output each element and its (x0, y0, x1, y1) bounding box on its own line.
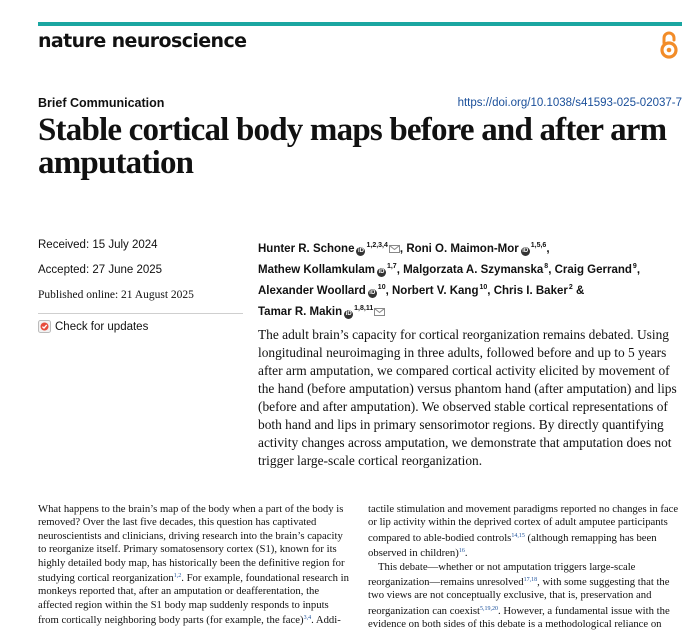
affiliation-sup[interactable]: 9 (632, 263, 637, 270)
author-separator: , (546, 243, 550, 255)
doi-link[interactable]: https://doi.org/10.1038/s41593-025-02037-7 (457, 97, 682, 109)
check-for-updates-label: Check for updates (55, 320, 149, 333)
author-list (258, 237, 678, 321)
citation-link[interactable]: 16 (458, 548, 465, 555)
body-text: . Addi- (311, 614, 341, 627)
author-name[interactable] (258, 285, 389, 297)
citation-link[interactable]: 3,4 (303, 615, 312, 622)
citation-link[interactable]: 17,18 (523, 577, 538, 584)
author-name-text: Mathew Kollamkulam (258, 264, 375, 276)
citation-link[interactable]: 1,2 (173, 573, 182, 580)
author-name-text: Norbert V. Kang (392, 285, 479, 297)
affiliation-sup[interactable]: 1,8,11 (354, 305, 374, 312)
author-name-text: Craig Gerrand (554, 264, 632, 276)
body-text: This debate—whether or not amputation triggers large-scale reorganization—remains unresolved (368, 560, 636, 589)
author-name[interactable] (494, 285, 585, 297)
author-separator: , (399, 243, 404, 255)
email-icon[interactable] (389, 245, 400, 253)
affiliation-sup[interactable]: 1,5,6 (530, 242, 547, 249)
journal-name: nature neuroscience (38, 30, 247, 52)
orcid-icon[interactable]: iD (357, 248, 364, 254)
author-separator: , (487, 285, 491, 297)
article-title: Stable cortical body maps before and after arm amputation (38, 112, 667, 181)
body-column-2 (368, 503, 682, 632)
author-separator: , (548, 264, 552, 276)
body-text: . However, a fundamental issue with the evidence on both sides of this debate is a methodological reliance on (368, 604, 670, 631)
body-text: tactile stimulation and movement paradigms reported no changes in face or lip activity within the deprived cortex of adult amputee participants compared to able-bodied controls (368, 503, 679, 544)
author-name[interactable] (403, 264, 551, 276)
affiliation-sup[interactable]: 1,7 (386, 263, 397, 270)
received-date: Received: 15 July 2024 (38, 239, 158, 251)
author-name-text: Hunter R. Schone (258, 243, 355, 255)
author-name-text: Alexander Woollard (258, 285, 366, 297)
author-name-text: Tamar R. Makin (258, 306, 343, 318)
author-name-text: Chris I. Baker (493, 285, 568, 297)
citation-link[interactable]: 5,19,20 (479, 605, 498, 612)
article-type: Brief Communication (38, 96, 165, 110)
email-icon[interactable] (374, 308, 385, 316)
author-name-text: Roni O. Maimon-Mor (406, 243, 519, 255)
affiliation-sup[interactable]: 10 (377, 284, 386, 291)
open-access-icon[interactable] (658, 30, 680, 60)
affiliation-sup[interactable]: 2 (568, 284, 573, 291)
check-for-updates-button[interactable] (38, 320, 243, 333)
citation-link[interactable]: 14,15 (511, 532, 525, 539)
author-name-text: Malgorzata A. Szymanska (403, 264, 544, 276)
author-name[interactable] (406, 243, 549, 255)
author-separator: , (636, 264, 641, 276)
author-name[interactable] (258, 243, 403, 255)
divider (38, 313, 243, 314)
check-for-updates-icon (38, 320, 51, 333)
affiliation-sup[interactable]: 8 (544, 263, 549, 270)
orcid-icon[interactable]: iD (345, 311, 352, 317)
author-name[interactable] (258, 306, 385, 318)
body-text: , with some suggesting that the two views are not conceptually exclusive, that is, preservation and reorganization can coexist (368, 576, 670, 617)
author-separator: , (385, 285, 389, 297)
orcid-icon[interactable]: iD (522, 248, 529, 254)
published-date: Published online: 21 August 2025 (38, 289, 194, 301)
author-name[interactable] (555, 264, 640, 276)
author-name[interactable] (258, 264, 400, 276)
body-column-1 (38, 503, 352, 628)
accepted-date: Accepted: 27 June 2025 (38, 264, 163, 276)
orcid-icon[interactable]: iD (378, 269, 385, 275)
article-dates (38, 238, 243, 333)
author-separator: & (572, 285, 585, 297)
body-text: (although remapping has been observed in children) (368, 531, 657, 560)
author-name[interactable] (392, 285, 490, 297)
affiliation-sup[interactable]: 10 (479, 284, 488, 291)
body-text: . (464, 547, 468, 560)
abstract: The adult brain’s capacity for cortical reorganization remains debated. Using longitudinal neuroimaging in three adults, followed before and up to 5 years after arm amputation, we compared cortical activity elicited by movement of the hand (before amputation) versus phantom hand (after amputation) and lips (before and after amputation). We observed stable cortical representations of both hand and lips in primary sensorimotor regions. By directly quantifying activity changes across amputation, we demonstrate that amputation does not trigger large-scale cortical reorganization. (258, 327, 677, 468)
journal-color-bar (38, 22, 682, 26)
affiliation-sup[interactable]: 1,2,3,4 (366, 242, 388, 249)
author-separator: , (396, 264, 400, 276)
orcid-icon[interactable]: iD (369, 290, 376, 296)
body-text: What happens to the brain’s map of the body when a part of the body is removed? Over the last five decades, this question has captivated neuroscientists and clinicians, driving research into the brain’s capacity to reorganize itself. Primary somatosensory cortex (S1), known for its highly detailed body map, has historically been the definitive region for studying cortical reorganization (38, 503, 345, 585)
body-text: . For example, foundational research in monkeys reported that, after an amputation or deafferentation, the affected region within the S1 body map suddenly responds to inputs from cortically neighboring body parts (for example, the face) (38, 572, 349, 627)
